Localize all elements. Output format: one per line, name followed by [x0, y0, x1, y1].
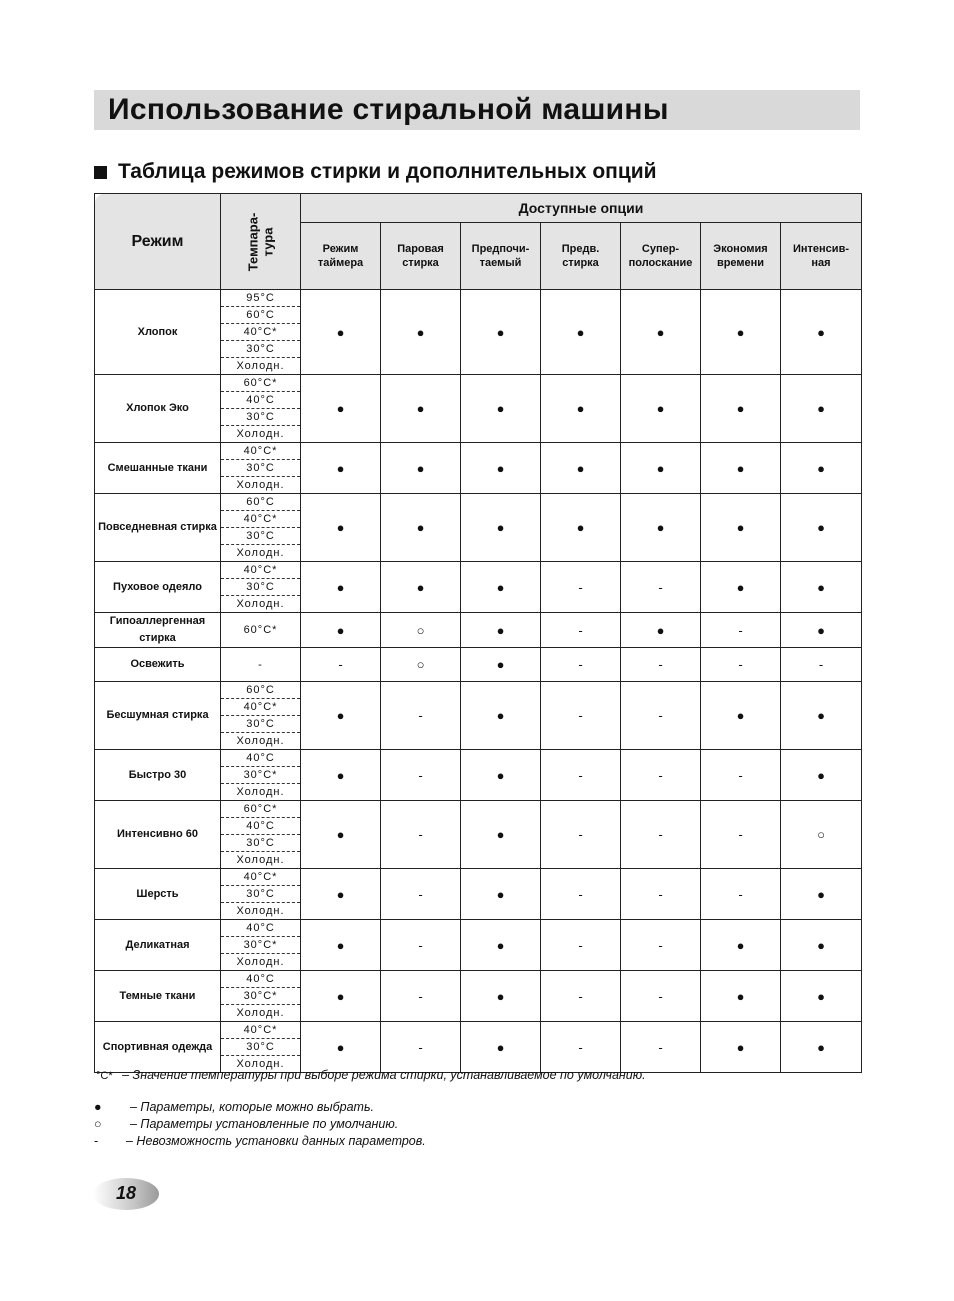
temperature-value: 30°C [221, 409, 300, 426]
page-title: Использование стиральной машины [108, 93, 669, 126]
option-availability: ● [621, 494, 701, 562]
option-availability: ● [701, 375, 781, 443]
mode-options-table [94, 193, 862, 1073]
option-availability: - [541, 648, 621, 682]
option-availability: ● [381, 290, 461, 375]
mode-name: Повседневная стирка [95, 494, 221, 562]
temperature-value: 60°C* [221, 801, 300, 818]
option-availability: ● [701, 1022, 781, 1073]
header-available-options: Доступные опции [301, 194, 862, 223]
option-availability: ● [781, 971, 862, 1022]
option-availability: ● [301, 562, 381, 613]
temperature-value: 30°C* [221, 988, 300, 1005]
temperature-value: 40°C* [221, 1022, 300, 1039]
table-row [95, 869, 862, 920]
option-availability: ● [781, 869, 862, 920]
option-availability: - [381, 801, 461, 869]
option-availability: - [621, 562, 701, 613]
option-availability: ● [301, 971, 381, 1022]
table-row [95, 494, 862, 562]
option-availability: - [301, 648, 381, 682]
mode-name: Смешанные ткани [95, 443, 221, 494]
mode-name: Быстро 30 [95, 750, 221, 801]
option-availability: ● [461, 648, 541, 682]
temperature-list [221, 1022, 301, 1073]
mode-name: Гипоаллергенная стирка [95, 613, 221, 648]
temperature-value: 40°C* [221, 511, 300, 528]
header-option: Экономия времени [701, 223, 781, 290]
header-temperature-label: Темпара- тура [245, 212, 276, 271]
legend-default-text: – Значение температуры при выборе режима стирки, устанавливаемое по умолчанию. [122, 1068, 646, 1082]
table-row [95, 613, 862, 648]
mode-name: Деликатная [95, 920, 221, 971]
option-availability: - [541, 682, 621, 750]
temperature-value: 30°C [221, 886, 300, 903]
temperature-value: Холодн. [236, 854, 285, 866]
temperature-value: Холодн. [236, 1007, 285, 1019]
table-row [95, 443, 862, 494]
option-availability: ● [301, 443, 381, 494]
temperature-value: Холодн. [236, 547, 285, 559]
option-availability: ● [381, 375, 461, 443]
temperature-value: 40°C* [221, 324, 300, 341]
option-availability: - [621, 920, 701, 971]
option-availability: ● [301, 290, 381, 375]
temperature-value: 30°C [221, 835, 300, 852]
option-availability: ● [621, 443, 701, 494]
table-row [95, 920, 862, 971]
option-availability: - [701, 869, 781, 920]
temperature-value: Холодн. [236, 735, 285, 747]
temperature-value: 40°C [221, 750, 300, 767]
option-availability: ○ [381, 648, 461, 682]
option-availability: - [781, 648, 862, 682]
option-availability: - [621, 869, 701, 920]
option-availability: ● [541, 290, 621, 375]
temperature-value: 30°C [221, 716, 300, 733]
temperature-list [221, 613, 301, 648]
option-availability: ● [461, 443, 541, 494]
temperature-list [221, 750, 301, 801]
option-availability: ● [621, 613, 701, 648]
temperature-value: Холодн. [236, 479, 285, 491]
option-availability: - [381, 971, 461, 1022]
option-availability: ● [301, 750, 381, 801]
temperature-list [221, 801, 301, 869]
option-availability: ● [381, 562, 461, 613]
option-availability: ● [701, 290, 781, 375]
legend-item [94, 1117, 398, 1131]
mode-name: Темные ткани [95, 971, 221, 1022]
temperature-value: 60°C [221, 307, 300, 324]
option-availability: ● [781, 562, 862, 613]
table-row [95, 801, 862, 869]
option-availability: ● [781, 613, 862, 648]
temperature-value: Холодн. [236, 598, 285, 610]
option-availability: ● [301, 920, 381, 971]
option-availability: ● [301, 375, 381, 443]
table-row [95, 375, 862, 443]
option-availability: - [621, 801, 701, 869]
header-option: Интенсив- ная [781, 223, 862, 290]
option-availability: ● [541, 375, 621, 443]
temperature-value: 30°C [221, 528, 300, 545]
option-availability: - [701, 648, 781, 682]
temperature-list [221, 648, 301, 682]
section-heading [94, 158, 657, 186]
option-availability: ● [461, 375, 541, 443]
option-availability: - [381, 682, 461, 750]
option-availability: ● [781, 750, 862, 801]
option-availability: ○ [381, 613, 461, 648]
option-availability: - [701, 801, 781, 869]
temperature-list [221, 562, 301, 613]
temperature-value: 30°C* [221, 767, 300, 784]
temperature-value: Холодн. [236, 956, 285, 968]
option-availability: - [621, 648, 701, 682]
temperature-value: 40°C* [221, 869, 300, 886]
section-title: Таблица режимов стирки и дополнительных опций [118, 160, 657, 183]
option-availability: ● [381, 494, 461, 562]
temperature-value: Холодн. [236, 428, 285, 440]
option-availability: ● [701, 971, 781, 1022]
temperature-value: 40°C [221, 818, 300, 835]
header-temperature [221, 194, 301, 290]
option-availability: ● [461, 290, 541, 375]
title-bar [94, 90, 860, 130]
option-availability: - [381, 1022, 461, 1073]
option-availability: ● [301, 613, 381, 648]
legend-text: – Невозможность установки данных параметров. [126, 1134, 426, 1148]
option-availability: ● [781, 443, 862, 494]
option-availability: - [381, 869, 461, 920]
header-option: Предв. стирка [541, 223, 621, 290]
temperature-value: Холодн. [236, 1058, 285, 1070]
mode-name: Хлопок [95, 290, 221, 375]
option-availability: ● [301, 869, 381, 920]
temperature-list [221, 869, 301, 920]
option-availability: ● [701, 443, 781, 494]
temperature-value: 40°C [221, 392, 300, 409]
table-row [95, 648, 862, 682]
option-availability: ● [781, 494, 862, 562]
header-option: Предпочи- таемый [461, 223, 541, 290]
option-availability: ● [541, 443, 621, 494]
table-row [95, 682, 862, 750]
temperature-value: 60°C [221, 682, 300, 699]
option-availability: ● [701, 494, 781, 562]
temperature-list [221, 682, 301, 750]
option-availability: - [541, 562, 621, 613]
option-availability: - [541, 869, 621, 920]
option-availability: ● [701, 562, 781, 613]
legend-symbol: ○ [94, 1117, 102, 1131]
page-number: 18 [115, 1183, 137, 1203]
option-availability: ● [781, 1022, 862, 1073]
option-availability: ● [301, 682, 381, 750]
option-availability: ● [461, 750, 541, 801]
option-availability: ● [701, 682, 781, 750]
option-availability: ● [461, 1022, 541, 1073]
legend-item [94, 1100, 374, 1114]
header-option: Паровая стирка [381, 223, 461, 290]
temperature-value: 40°C [221, 971, 300, 988]
legend-default-temp [96, 1068, 646, 1082]
option-availability: - [701, 750, 781, 801]
option-availability: ● [621, 290, 701, 375]
legend-text: – Параметры, которые можно выбрать. [130, 1100, 375, 1114]
temperature-value: 30°C [221, 341, 300, 358]
option-availability: - [541, 750, 621, 801]
mode-name: Хлопок Эко [95, 375, 221, 443]
temperature-value: 60°C* [221, 375, 300, 392]
option-availability: ● [461, 613, 541, 648]
temperature-value: 30°C* [221, 937, 300, 954]
option-availability: - [541, 971, 621, 1022]
option-availability: ● [461, 971, 541, 1022]
legend-symbol: ● [94, 1100, 102, 1114]
mode-name: Интенсивно 60 [95, 801, 221, 869]
option-availability: - [621, 971, 701, 1022]
option-availability: - [621, 750, 701, 801]
option-availability: ● [301, 801, 381, 869]
option-availability: - [541, 920, 621, 971]
option-availability: ● [461, 562, 541, 613]
temperature-value: 95°C [221, 290, 300, 307]
mode-name: Шерсть [95, 869, 221, 920]
header-mode: Режим [95, 194, 221, 290]
table-row [95, 750, 862, 801]
temperature-list [221, 443, 301, 494]
option-availability: ● [781, 375, 862, 443]
option-availability: - [541, 1022, 621, 1073]
temperature-value: Холодн. [236, 786, 285, 798]
temperature-list [221, 920, 301, 971]
legend-default-symbol: °C* [96, 1070, 113, 1082]
legend-text: – Параметры установленные по умолчанию. [130, 1117, 399, 1131]
square-bullet-icon [94, 166, 107, 179]
option-availability: - [621, 682, 701, 750]
temperature-value: 40°C* [221, 699, 300, 716]
option-availability: - [621, 1022, 701, 1073]
header-option: Режим таймера [301, 223, 381, 290]
temperature-value: 60°C* [243, 624, 278, 636]
page-number-badge [92, 1176, 160, 1212]
option-availability: ● [781, 290, 862, 375]
option-availability: ● [461, 682, 541, 750]
temperature-value: 30°C [221, 460, 300, 477]
table-row [95, 562, 862, 613]
temperature-value: 40°C* [221, 443, 300, 460]
temperature-value: - [258, 658, 263, 671]
temperature-list [221, 494, 301, 562]
option-availability: - [541, 613, 621, 648]
temperature-list [221, 290, 301, 375]
option-availability: ● [781, 920, 862, 971]
temperature-value: Холодн. [236, 905, 285, 917]
option-availability: ● [301, 1022, 381, 1073]
option-availability: ● [461, 801, 541, 869]
temperature-value: 40°C* [221, 562, 300, 579]
option-availability: - [381, 920, 461, 971]
header-option: Супер- полоскание [621, 223, 701, 290]
option-availability: ● [701, 920, 781, 971]
legend-item [94, 1134, 426, 1148]
option-availability: ● [461, 494, 541, 562]
table-row [95, 971, 862, 1022]
mode-name: Пуховое одеяло [95, 562, 221, 613]
option-availability: ● [541, 494, 621, 562]
legend-symbol: - [94, 1134, 99, 1148]
temperature-value: 60°C [221, 494, 300, 511]
option-availability: ● [461, 869, 541, 920]
option-availability: ● [381, 443, 461, 494]
option-availability: ● [301, 494, 381, 562]
option-availability: ● [621, 375, 701, 443]
temperature-value: 30°C [221, 579, 300, 596]
table-row [95, 290, 862, 375]
option-availability: ● [781, 682, 862, 750]
mode-name: Бесшумная стирка [95, 682, 221, 750]
option-availability: - [701, 613, 781, 648]
temperature-value: 40°C [221, 920, 300, 937]
option-availability: ○ [781, 801, 862, 869]
temperature-list [221, 971, 301, 1022]
option-availability: - [381, 750, 461, 801]
mode-name: Освежить [95, 648, 221, 682]
table-row [95, 1022, 862, 1073]
option-availability: ● [461, 920, 541, 971]
temperature-value: 30°C [221, 1039, 300, 1056]
temperature-list [221, 375, 301, 443]
option-availability: - [541, 801, 621, 869]
temperature-value: Холодн. [236, 360, 285, 372]
mode-name: Спортивная одежда [95, 1022, 221, 1073]
